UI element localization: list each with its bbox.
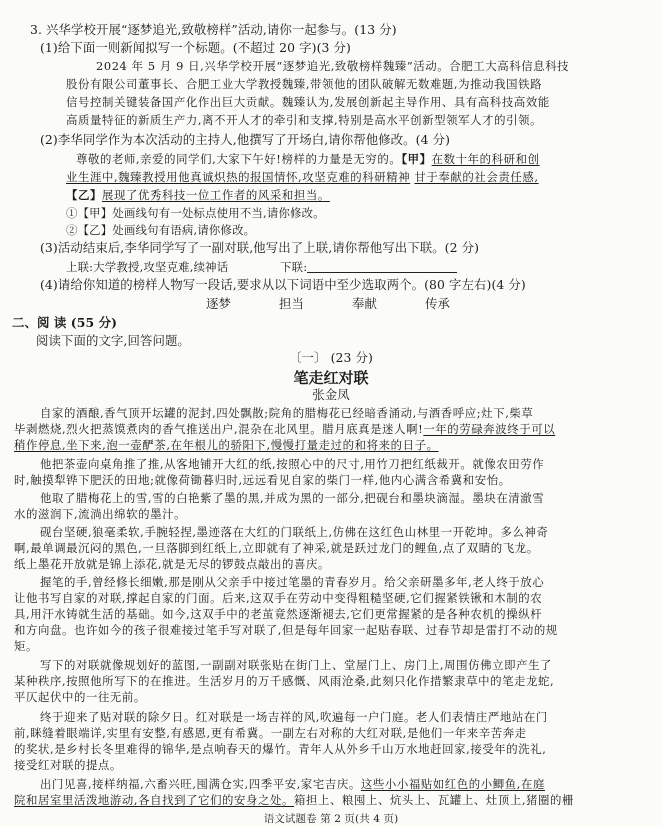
couplet-row [66, 259, 457, 275]
question-3-4: (4)请给你知道的榜样人物写一段话,要求从以下词语中至少选取两个。(80 字左右)(4 分) [40, 277, 526, 292]
p1-line-1: 自家的酒酿,香气顶开坛罐的泥封,四处飘散;院角的腊梅花已经暗香涌动,与酒香呼应;灶下,柴草 [40, 406, 534, 420]
news-line-1: 2024 年 5 月 9 日,兴华学校开展“逐梦追光,致敬榜样魏臻”活动。合肥工大高科信息科技 [96, 59, 570, 73]
p1-underline-cont: 稍作停息,坐下来,泡一壶酽茶,在年根儿的骄阳下,慢慢打量走过的和将来的日子。 [14, 438, 439, 452]
p5-line-2: 让他书写自家的对联,撑起自家的门面。后来,这双手在劳动中变得粗糙坚硬,它们握紧铁锹和木制的农 [14, 591, 543, 605]
p6-line-1: 写下的对联就像规划好的蓝图,一副副对联张贴在街门上、堂屋门上、房门上,周围仿佛立即产生了 [40, 658, 553, 672]
p2-line-2: 时,触摸犁铧下肥沃的田地;就像荷锄暮归时,远远看见自家的柴门一样,他内心满含希冀和安怡。 [14, 473, 511, 487]
p8-line-1: 出门见喜,接样纳福,六畜兴旺,囤满仓实,四季平安,家宅吉庆。这些小小福贴如红色的小鲫鱼,在庭 [40, 777, 545, 791]
yi-mark: 【乙】 [66, 188, 102, 202]
speech-text: 尊敬的老师,亲爱的同学们,大家下午好!榜样的力量是无穷的。 [76, 152, 402, 166]
page-footer: 语文试题卷 第 2 页(共 4 页) [263, 813, 399, 825]
word-2: 担当 [278, 296, 304, 311]
jia-mark: 【甲】 [401, 152, 432, 166]
question-3-title: 3. 兴华学校开展“逐梦追光,致敬榜样”活动,请你一起参与。(13 分) [30, 22, 397, 37]
news-line-2: 股份有限公司董事长、合肥工业大学教授魏臻,带领他的团队破解无数难题,为推动我国铁路 [66, 77, 543, 91]
p1-line-3 [14, 437, 439, 453]
word-4: 传承 [424, 296, 450, 311]
news-line-4: 高质量特征的新质生产力,离不开人才的牵引和支撑,特别是高水平创新型领军人才的引领。 [66, 113, 543, 127]
question-3-3: (3)活动结束后,李华同学写了一副对联,他写出了上联,请你帮他写出下联。(2 分) [40, 240, 480, 255]
p4-line-3: 纸上墨花开放就是锦上添花,就是无尽的锣鼓点敲出的喜庆。 [14, 557, 330, 571]
section-2-heading: 二、阅 读 (55 分) [12, 315, 118, 330]
question-3-2: (2)李华同学作为本次活动的主持人,他撰写了开场白,请你帮他修改。(4 分) [40, 132, 451, 147]
word-1: 逐梦 [206, 296, 231, 311]
p7-line-3: 的奖状,是乡村长冬里难得的锦华,是点响春天的爆竹。青年人从外乡千山万水地赶回家,接受年的洗礼, [14, 742, 547, 756]
article-author: 张金凤 [312, 387, 350, 402]
jia-underline-end: 甘于奉献的社会责任感, [414, 170, 539, 184]
p1-underline: 一年的劳碌奔波终于可以 [423, 422, 556, 436]
word-3: 奉献 [351, 296, 377, 311]
speech-line-2 [66, 169, 539, 185]
yi-underline: 展现了优秀科技一位工作者的风采和担当。 [101, 188, 330, 202]
article-title: 笔走红对联 [293, 369, 369, 387]
p5-line-4: 和方向盘。也许如今的孩子很难接过笔手写对联了,但是每年回家一起贴春联、过春节却是雷打不动的规 [14, 623, 558, 637]
couplet-upper: 上联:大学教授,攻坚克难,续神话 [66, 260, 229, 274]
question-3-2-b: ②【乙】处画线句有语病,请你修改。 [66, 223, 256, 237]
question-3-2-a: ①【甲】处画线句有一处标点使用不当,请你修改。 [66, 206, 325, 220]
jia-underline-cont: 业生涯中,魏臻教授用他真诚炽热的报国情怀,攻坚克难的科研精神 [66, 170, 411, 184]
p8-line-2: 院和居室里活泼地游动,各自找到了它们的安身之处。箱担上、粮囤上、炕头上、瓦罐上、灶顶上,猪圈的栅 [14, 793, 575, 807]
p2-line-1: 他把茶壶向桌角推了推,从客地铺开大红的纸,按照心中的尺寸,用竹刀把红纸裁开。就像农田劳作 [40, 457, 545, 471]
p3-line-1: 他取了腊梅花上的雪,雪的白艳紫了墨的黑,并成为黑的一部分,把砚台和墨块滴湿。墨块在清澈雪 [40, 491, 545, 505]
p6-line-3: 平仄起伏中的一往无前。 [14, 690, 146, 704]
p3-line-2: 水的滋润下,流淌出绵软的墨汁。 [14, 507, 187, 521]
p7-line-1: 终于迎来了贴对联的除夕日。红对联是一场吉祥的风,吹遍每一户门庭。老人们表情庄严地站在门 [40, 710, 548, 724]
speech-line-1 [76, 151, 540, 167]
word-list [206, 296, 498, 312]
p8-underline-cont: 院和居室里活泼地游动,各自找到了它们的安身之处。 [14, 793, 295, 807]
p1-line-2: 毕剥燃烧,烈火把蒸馍煮肉的香气推送出户,混杂在北风里。腊月底真是迷人啊!一年的劳碌奔波终于可以 [14, 422, 556, 436]
p8-underline: 这些小小福贴如红色的小鲫鱼,在庭 [360, 777, 545, 791]
news-line-3: 信号控制关键装备国产化作出巨大贡献。魏臻认为,发展创新起主导作用、具有高科技高效能 [66, 95, 550, 109]
p5-line-1: 握笔的手,曾经修长细嫩,那是刚从父亲手中接过笔墨的青春岁月。给父亲研墨多年,老人终于放心 [40, 575, 545, 589]
couplet-lower-label: 下联: [280, 260, 308, 274]
p5-line-5: 矩。 [14, 639, 38, 653]
p4-line-1: 砚台坚硬,狼毫柔软,手腕轻捏,墨迹落在大红的门联纸上,仿佛在这红色山林里一开乾坤。多么神奇 [40, 525, 549, 539]
p6-line-2: 某种秩序,按照他所写下的在推进。生活岁月的万千感慨、风雨沧桑,此刻只化作措繁隶草中的笔走龙蛇, [14, 674, 555, 688]
reading-instruction: 阅读下面的文字,回答问题。 [36, 333, 190, 348]
couplet-answer-blank [307, 260, 457, 273]
speech-line-3 [66, 187, 330, 203]
p7-line-4: 接受红对联的提点。 [14, 758, 122, 772]
part-label: 〔一〕 (23 分) [289, 350, 373, 365]
jia-underline: 在数十年的科研和创 [431, 152, 540, 166]
p4-line-2: 啊,最单调最沉闷的黑色,一旦落脚到红纸上,立即就有了神采,就是跃过龙门的鲤鱼,点了双睛的飞龙。 [14, 541, 539, 555]
p7-line-2: 前,眯缝着眼端详,实里有安整,有感恩,更有希冀。一副左右对称的大红对联,是他们一年来辛苦奔走 [14, 726, 527, 740]
p5-line-3: 具,用汗水铸就生活的基础。如今,这双手中的老茧竟然逐渐褪去,它们更常握紧的是各种农机的操纵杆 [14, 607, 543, 621]
question-3-1: (1)给下面一则新闻拟写一个标题。(不超过 20 字)(3 分) [40, 40, 351, 55]
